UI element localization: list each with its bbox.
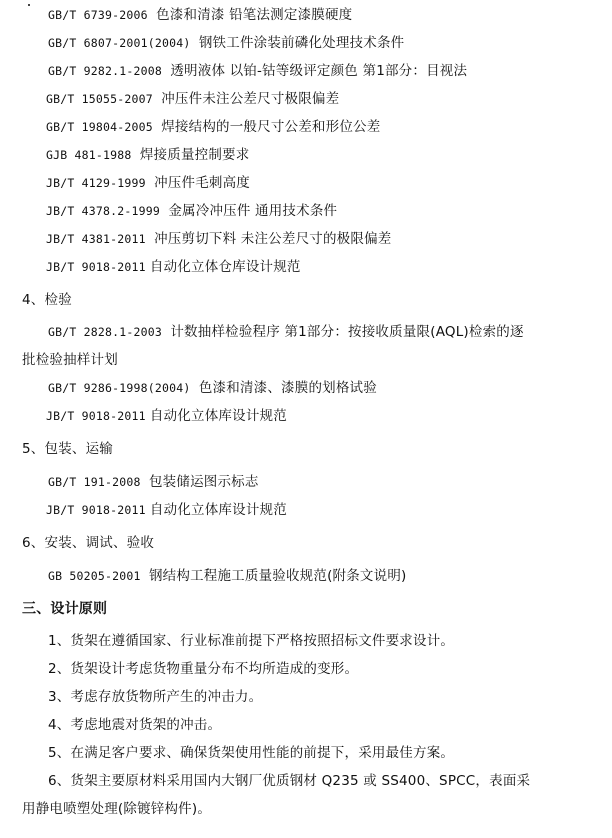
standard-row (48, 324, 524, 340)
standard-code: JB/T 4378.2-1999 (46, 204, 160, 218)
standard-title: 计数抽样检验程序 第1部分：按接收质量限(AQL)检索的逐 (170, 324, 524, 340)
standard-code: JB/T 4381-2011 (46, 232, 146, 246)
section-heading-packaging: 5、包装、运输 (22, 441, 113, 457)
standard-row (46, 119, 380, 135)
section-heading-inspection: 4、检验 (22, 292, 72, 308)
principle-item: 3、考虑存放货物所产生的冲击力。 (48, 689, 263, 705)
standard-code: GJB 481-1988 (46, 148, 132, 162)
standard-code: JB/T 9018-2011 (46, 260, 146, 274)
standard-code: GB/T 2828.1-2003 (48, 325, 162, 339)
standard-code: GB 50205-2001 (48, 569, 141, 583)
standard-title: 冲压件毛刺高度 (154, 175, 250, 191)
standard-title: 透明液体 以铂-钴等级评定颜色 第1部分：目视法 (170, 63, 468, 79)
standard-title: 色漆和清漆 铅笔法测定漆膜硬度 (156, 7, 353, 23)
standard-title-continued: 批检验抽样计划 (22, 352, 118, 368)
standard-title: 自动化立体仓库设计规范 (149, 259, 301, 275)
standard-row (48, 35, 404, 51)
principle-item: 1、货架在遵循国家、行业标准前提下严格按照招标文件要求设计。 (48, 633, 455, 649)
standard-title: 包装储运图示标志 (148, 474, 259, 490)
standard-title: 焊接质量控制要求 (139, 147, 250, 163)
standard-title: 冲压剪切下料 未注公差尺寸的极限偏差 (154, 231, 392, 247)
standard-row (48, 568, 407, 584)
standard-row (46, 175, 250, 191)
standard-title: 色漆和清漆、漆膜的划格试验 (198, 380, 377, 396)
standard-code: GB/T 9286-1998(2004) (48, 381, 191, 395)
principle-item-continued: 用静电喷塑处理(除镀锌构件)。 (22, 801, 212, 817)
standard-code: JB/T 9018-2011 (46, 503, 146, 517)
standard-title: 金属冷冲压件 通用技术条件 (168, 203, 338, 219)
standard-row (46, 231, 392, 247)
standard-row (46, 147, 249, 163)
standard-title: 自动化立体库设计规范 (149, 408, 287, 424)
standard-row (46, 408, 287, 424)
principle-item: 6、货架主要原材料采用国内大钢厂优质钢材 Q235 或 SS400、SPCC，表面采 (48, 773, 531, 789)
standard-code: GB/T 15055-2007 (46, 92, 153, 106)
standard-title: 焊接结构的一般尺寸公差和形位公差 (161, 119, 381, 135)
standard-title: 钢结构工程施工质量验收规范(附条文说明) (148, 568, 407, 584)
standard-code: GB/T 9282.1-2008 (48, 64, 162, 78)
standard-row (48, 63, 467, 79)
standard-code: GB/T 191-2008 (48, 475, 141, 489)
standard-row (46, 259, 301, 275)
standard-row (48, 380, 377, 396)
principle-item: 2、货架设计考虑货物重量分布不均所造成的变形。 (48, 661, 359, 677)
bullet-dot (28, 4, 30, 6)
standard-code: JB/T 4129-1999 (46, 176, 146, 190)
standard-code: GB/T 6807-2001(2004) (48, 36, 191, 50)
section-heading-installation: 6、安装、调试、验收 (22, 535, 155, 551)
standard-title: 钢铁工件涂装前磷化处理技术条件 (198, 35, 405, 51)
standard-row (48, 474, 259, 490)
principle-item: 5、在满足客户要求、确保货架使用性能的前提下，采用最佳方案。 (48, 745, 455, 761)
standard-row (46, 203, 337, 219)
standard-row (46, 502, 287, 518)
design-principles-heading: 三、设计原则 (22, 601, 108, 617)
standard-code: JB/T 9018-2011 (46, 409, 146, 423)
standard-row (46, 91, 339, 107)
standard-title: 冲压件未注公差尺寸极限偏差 (161, 91, 340, 107)
principle-item: 4、考虑地震对货架的冲击。 (48, 717, 222, 733)
standard-code: GB/T 6739-2006 (48, 8, 148, 22)
standard-row (48, 7, 352, 23)
standard-title: 自动化立体库设计规范 (149, 502, 287, 518)
standard-code: GB/T 19804-2005 (46, 120, 153, 134)
